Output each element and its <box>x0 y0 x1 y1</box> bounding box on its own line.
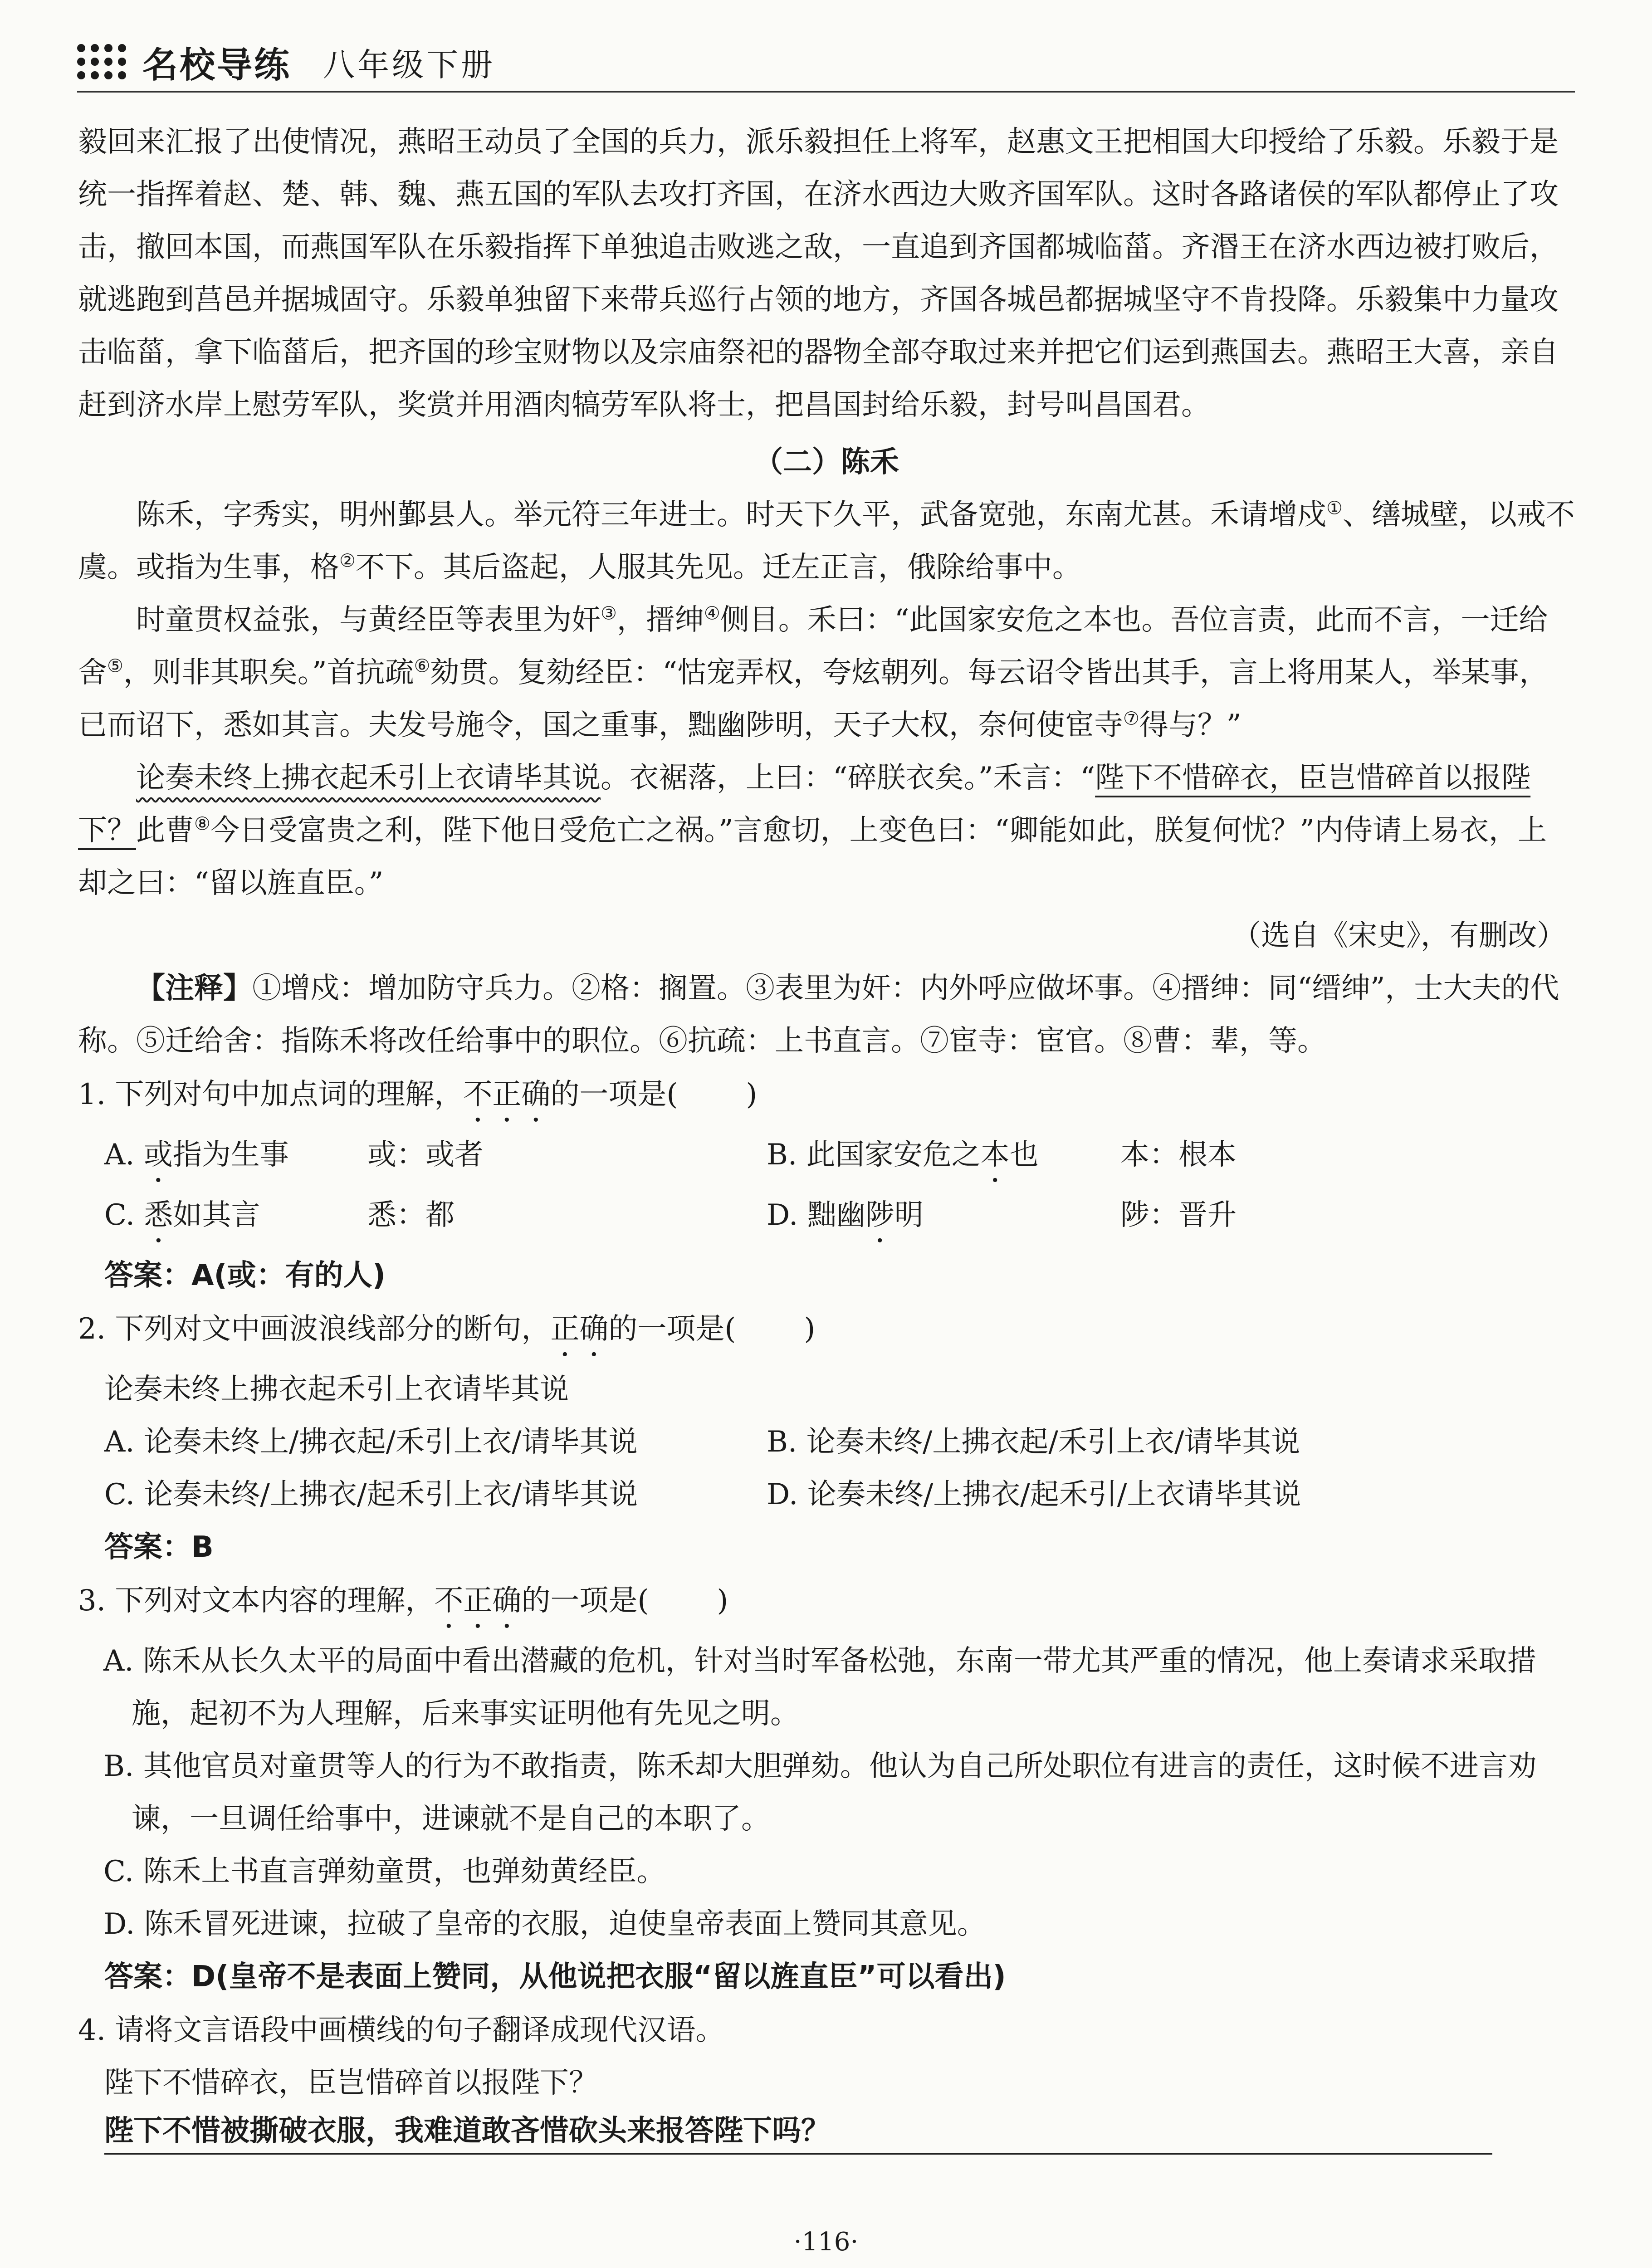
question-1-stem: 1. 下列对句中加点词的理解，不正确的一项是( ) <box>78 1078 758 1111</box>
option-a[interactable]: A. 或指为生事 或：或者 <box>104 1138 484 1172</box>
page-number: ·116· <box>793 2227 859 2257</box>
question-4-sentence: 陛下不惜碎衣，臣岂惜碎首以报陛下？ <box>104 2066 598 2100</box>
option-c[interactable]: C. 陈禾上书直言弹劾童贯，也弹劾黄经臣。 <box>103 1855 666 1888</box>
option-b[interactable]: B. 其他官员对童贯等人的行为不敢指责，陈禾却大胆弹劾。他认为自己所处职位有进言的责任，这时候不进言劝谏，一旦调任给事中，进谏就不是自己的本职了。 <box>103 1750 1537 1836</box>
footnote-marker: ③ <box>601 603 617 624</box>
option-c[interactable]: C. 论奏未终/上拂衣/起禾引上衣/请毕其说 <box>104 1478 638 1511</box>
option-b[interactable]: B. 论奏未终/上拂衣起/禾引上衣/请毕其说 <box>767 1425 1300 1459</box>
grade-label: 八年级下册 <box>323 46 496 83</box>
option-d[interactable]: D. 黜幽陟明 陟：晋升 <box>767 1198 1237 1232</box>
option-b[interactable]: B. 此国家安危之本也 本：根本 <box>767 1138 1237 1172</box>
option-d[interactable]: D. 陈禾冒死进谏，拉破了皇帝的衣服，迫使皇帝表面上赞同其意见。 <box>103 1907 986 1941</box>
wavy-underlined-sentence: 论奏未终上拂衣起禾引上衣请毕其说 <box>136 761 601 795</box>
question-2-stem: 2. 下列对文中画波浪线部分的断句，正确的一项是( ) <box>78 1312 816 1346</box>
question-1-answer: 答案：A(或：有的人) <box>104 1259 386 1292</box>
section-title: （二）陈禾 <box>754 445 899 479</box>
underlined-sentence: 陛下不惜碎衣，臣岂惜碎首以报陛下？ <box>78 761 1531 847</box>
question-4-stem: 4. 请将文言语段中画横线的句子翻译成现代汉语。 <box>78 2014 725 2047</box>
source-citation: （选自《宋史》，有删改） <box>1232 919 1566 953</box>
question-2-options-row-2 <box>78 1468 1575 1521</box>
passage-translation: 毅回来汇报了出使情况，燕昭王动员了全国的兵力，派乐毅担任上将军，赵惠文王把相国大印授给了乐毅。乐毅于是统一指挥着赵、楚、韩、魏、燕五国的军队去攻打齐国，在济水西边大败齐国军队。这时各路诸侯的军队都停止了攻击，撤回本国，而燕国军队在乐毅指挥下单独追击败逃之敌，一直追到齐国都城临菑。齐湣王在济水西边被打败后，就逃跑到莒邑并据城固守。乐毅单独留下来带兵巡行占领的地方，齐国各城邑都据城坚守不肯投降。乐毅集中力量攻击临菑，拿下临菑后，把齐国的珍宝财物以及宗庙祭祀的器物全部夺取过来并把它们运到燕国去。燕昭王大喜，亲自赶到济水岸上慰劳军队，奖赏并用酒肉犒劳军队将士，把昌国封给乐毅，封号叫昌国君。 <box>78 125 1559 422</box>
footnote-marker: ② <box>339 550 356 572</box>
content <box>78 116 1575 2155</box>
footnote-marker: ① <box>1326 498 1343 519</box>
option-c[interactable]: C. 悉如其言 悉：都 <box>104 1198 455 1232</box>
option-a[interactable]: A. 论奏未终上/拂衣起/禾引上衣/请毕其说 <box>104 1425 638 1459</box>
footnote-marker: ⑧ <box>194 813 210 835</box>
footnote-marker: ⑤ <box>107 655 123 677</box>
question-1-options-row-1 <box>78 1129 1575 1189</box>
option-d[interactable]: D. 论奏未终/上拂衣/起禾引/上衣请毕其说 <box>767 1478 1301 1511</box>
dots-icon <box>77 44 127 80</box>
footnote-marker: ④ <box>704 603 720 624</box>
question-2-answer: 答案：B <box>104 1530 214 1564</box>
passage-paragraph-1: 陈禾，字秀实，明州鄞县人。举元符三年进士。时天下久平，武备宽弛，东南尤甚。禾请增戍①、缮城壁，以戒不虞。或指为生事，格②不下。其后盗起，人服其先见。迁左正言，俄除给事中。 <box>78 498 1575 584</box>
option-a[interactable]: A. 陈禾从长久太平的局面中看出潜藏的危机，针对当时军备松弛，东南一带尤其严重的情况，他上奏请求采取措施，起初不为人理解，后来事实证明他有先见之明。 <box>103 1644 1536 1730</box>
question-3-stem: 3. 下列对文本内容的理解，不正确的一项是( ) <box>78 1584 728 1618</box>
question-2-options-row-1 <box>78 1416 1575 1468</box>
footnote-marker: ⑦ <box>1123 708 1139 729</box>
question-2-sentence: 论奏未终上拂衣起禾引上衣请毕其说 <box>104 1373 569 1406</box>
book-title: 名校导练 <box>142 45 292 86</box>
notes-text: ①增戍：增加防守兵力。②格：搁置。③表里为奸：内外呼应做坏事。④搢绅：同“缙绅”，士大夫的代称。⑤迁给舍：指陈禾将改任给事中的职位。⑥抗疏：上书直言。⑦宦寺：宦官。⑧曹：辈，等。 <box>78 972 1559 1058</box>
passage-paragraph-2: 时童贯权益张，与黄经臣等表里为奸③，搢绅④侧目。禾曰：“此国家安危之本也。吾位言责，此而不言，一迁给舍⑤，则非其职矣。”首抗疏⑥劾贯。复劾经臣：“怙宠弄权，夸炫朝列。每云诏令皆出其手，言上将用某人，举某事，已而诏下，悉如其言。夫发号施令，国之重事，黜幽陟明，天子大权，奈何使宦寺⑦得与？” <box>78 603 1549 742</box>
footnote-marker: ⑥ <box>414 655 430 677</box>
question-1-options-row-2 <box>78 1189 1575 1249</box>
passage-paragraph-3: 论奏未终上拂衣起禾引上衣请毕其说。衣裾落，上曰：“碎朕衣矣。”禾言：“陛下不惜碎衣，臣岂惜碎首以报陛下？此曹⑧今日受富贵之利，陛下他日受危亡之祸。”言愈切，上变色曰：“卿能如此，朕复何忧？”内侍请上易衣，上却之曰：“留以旌直臣。” <box>78 761 1547 900</box>
notes <box>78 962 1575 1067</box>
question-3-answer: 答案：D(皇帝不是表面上赞同，从他说把衣服“留以旌直臣”可以看出) <box>104 1960 1006 1994</box>
page-header <box>77 37 495 87</box>
question-4-answer: 陛下不惜被撕破衣服，我难道敢吝惜砍头来报答陛下吗？ <box>104 2109 1492 2155</box>
notes-label: 【注释】 <box>136 972 252 1005</box>
header-divider <box>77 91 1575 93</box>
